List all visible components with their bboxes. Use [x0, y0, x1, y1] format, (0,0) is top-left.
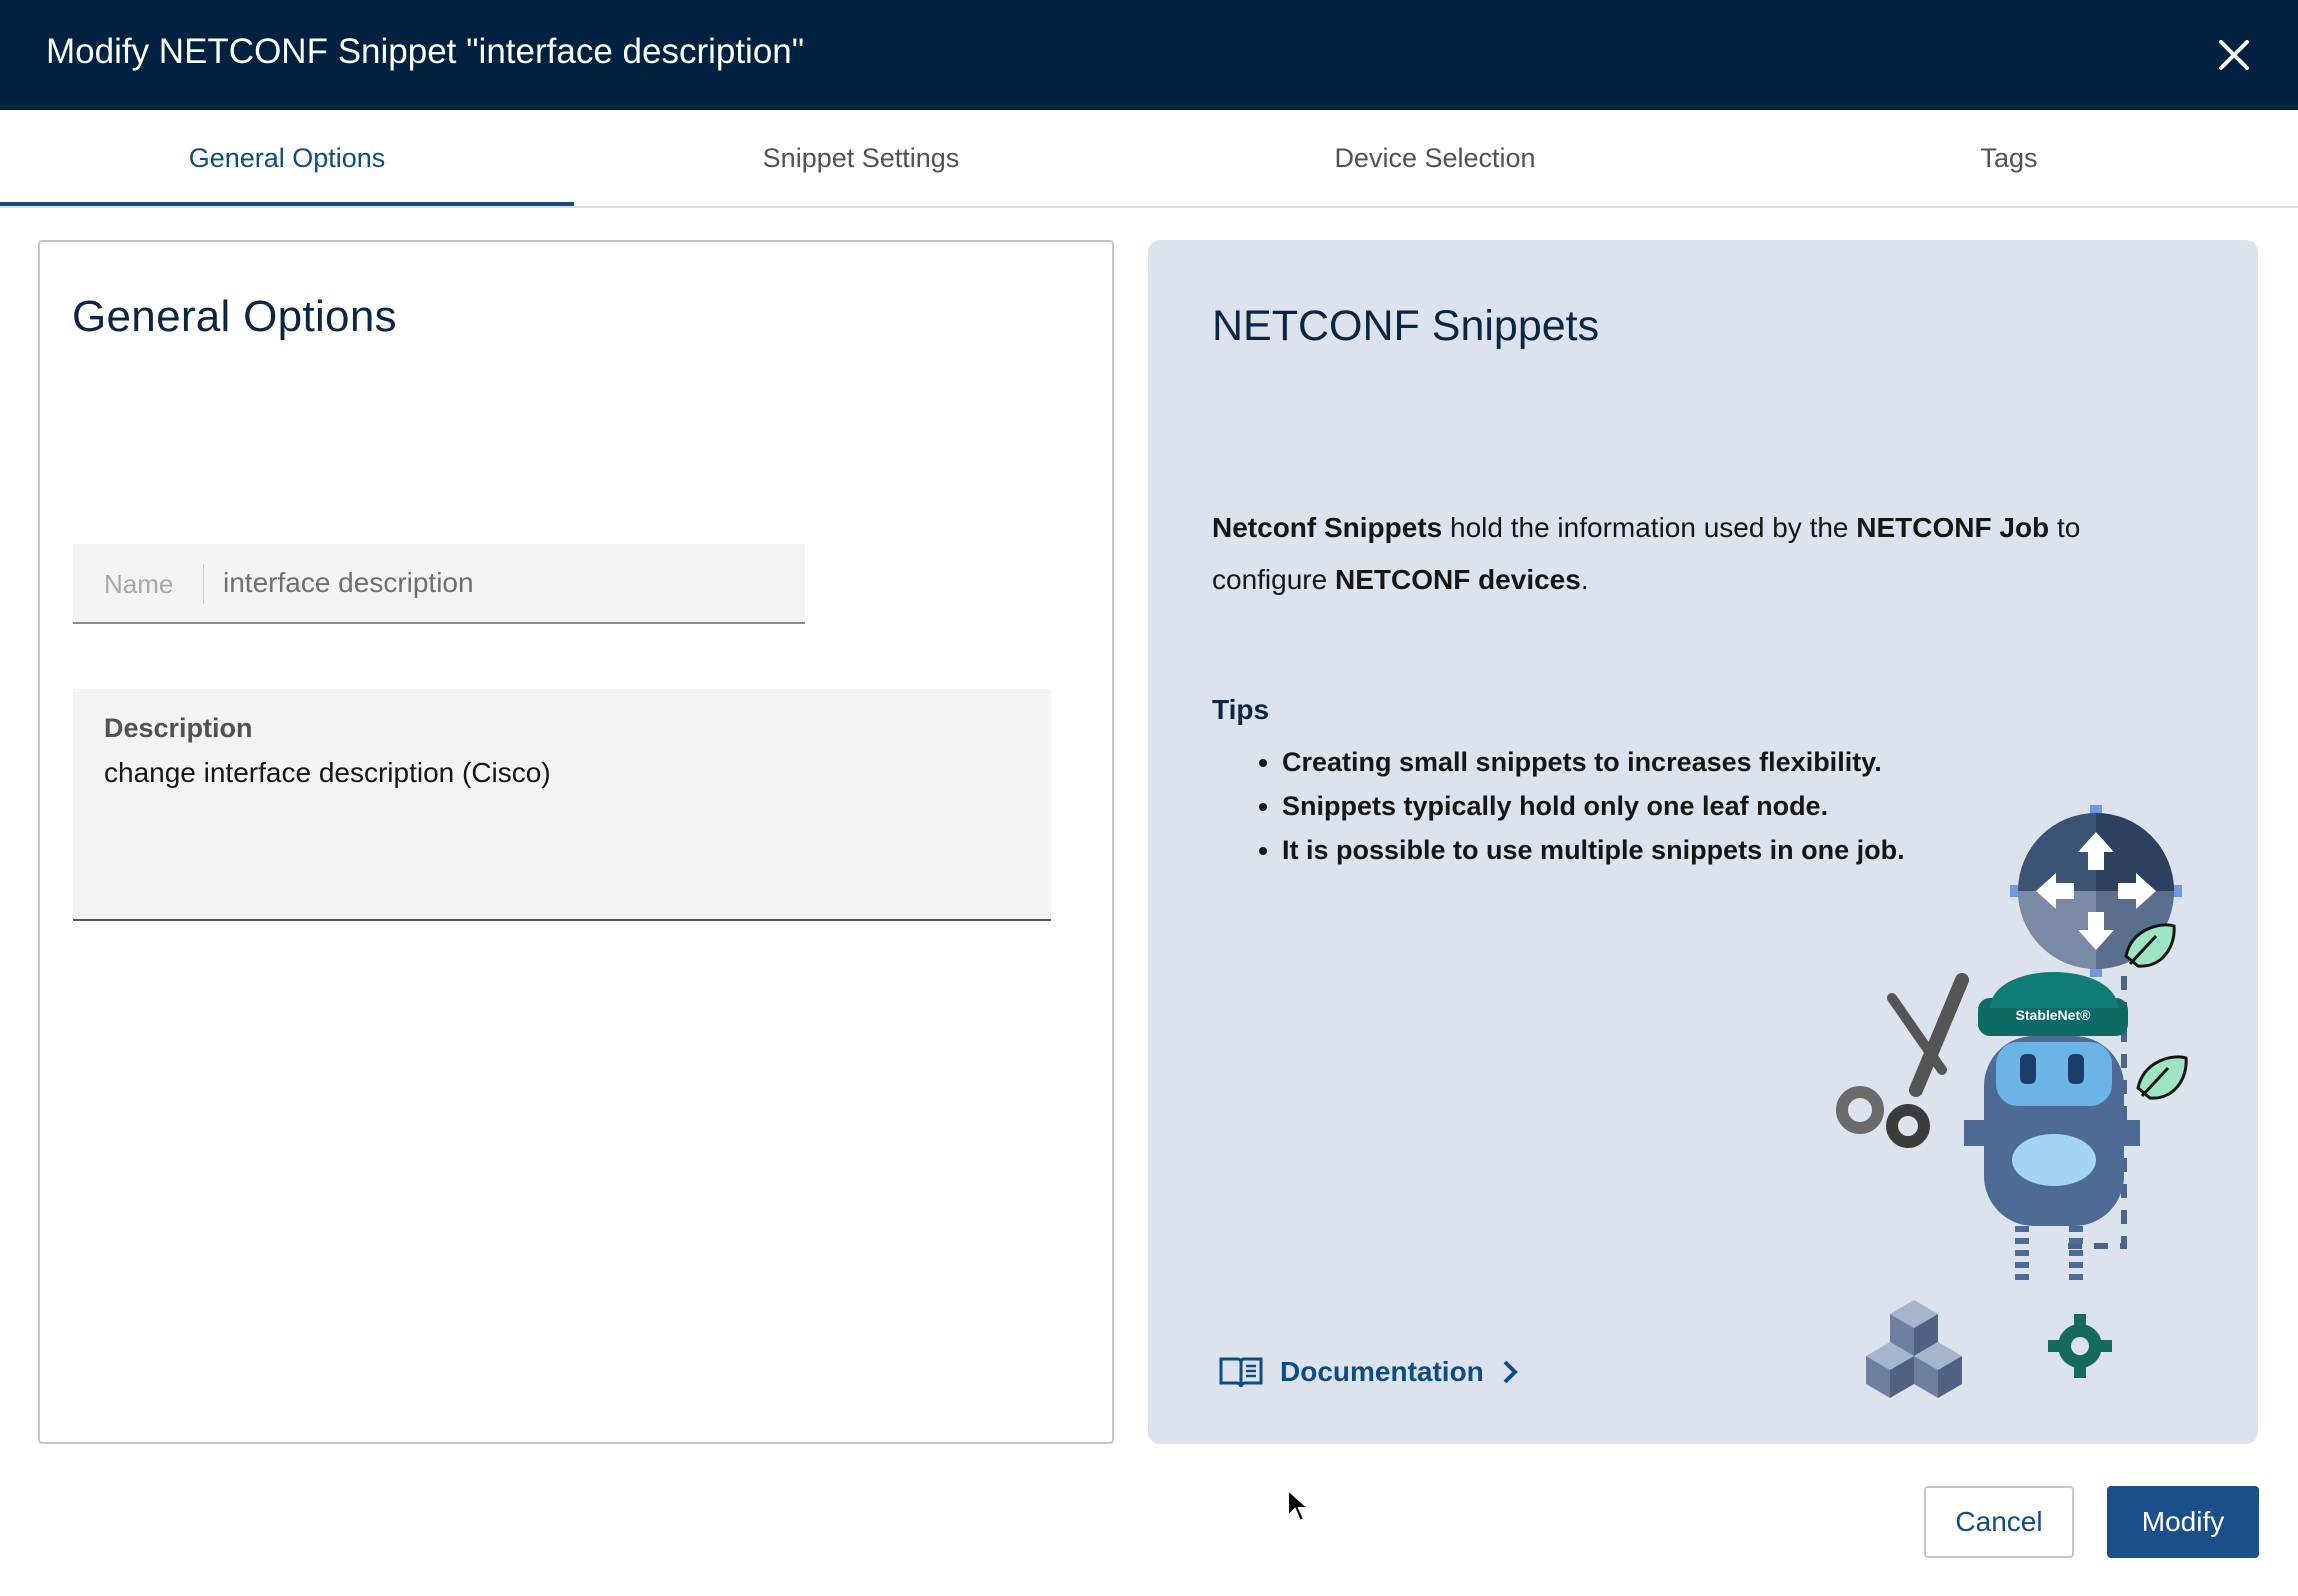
dialog-title: Modify NETCONF Snippet "interface description"	[46, 32, 805, 71]
close-icon[interactable]	[2209, 30, 2259, 80]
intro-term-snippets: Netconf Snippets	[1212, 512, 1443, 543]
tips-title: Tips	[1212, 694, 1270, 725]
general-options-panel	[38, 240, 1114, 1444]
helmet-label: StableNet®	[2015, 1007, 2091, 1023]
intro-term-job: NETCONF Job	[1856, 512, 2050, 543]
modify-button[interactable]: Modify	[2107, 1486, 2259, 1558]
description-label: Description	[104, 713, 253, 743]
info-heading: NETCONF Snippets	[1212, 302, 1600, 350]
book-icon	[1218, 1355, 1264, 1389]
tab-device-selection[interactable]: Device Selection	[1334, 143, 1536, 173]
cancel-button[interactable]: Cancel	[1924, 1486, 2074, 1558]
intro-text-3: .	[1580, 564, 1589, 595]
general-options-heading: General Options	[72, 292, 397, 341]
tip-item: • Snippets typically hold only one leaf node.	[1282, 784, 1905, 828]
chevron-right-icon	[1500, 1358, 1520, 1386]
dialog-titlebar	[0, 0, 2298, 110]
info-intro	[1212, 502, 2112, 606]
tab-tags[interactable]: Tags	[1980, 143, 2038, 173]
tip-item: • It is possible to use multiple snippets in one job.	[1282, 828, 1905, 872]
name-separator	[203, 564, 204, 604]
intro-text-1: hold the information used by the	[1442, 512, 1857, 543]
intro-term-devices: NETCONF devices	[1334, 564, 1581, 595]
info-panel	[1148, 240, 2258, 1444]
intro-text-2: to configure	[1212, 512, 2081, 595]
robot-mascot-illustration	[1796, 760, 2298, 1440]
tab-general-options[interactable]: General Options	[0, 110, 574, 206]
tab-snippet-settings[interactable]: Snippet Settings	[762, 143, 960, 173]
description-textarea[interactable]	[104, 755, 1024, 895]
name-field	[73, 544, 805, 624]
name-input[interactable]	[223, 544, 783, 622]
documentation-link-label: Documentation	[1280, 1356, 1484, 1387]
mouse-cursor-icon	[1286, 1488, 1310, 1524]
tab-bar	[0, 110, 2298, 208]
description-field	[73, 689, 1051, 921]
documentation-link[interactable]	[1218, 1350, 1520, 1394]
name-label: Name	[104, 569, 174, 599]
tip-item: • Creating small snippets to increases flexibility.	[1282, 740, 1905, 784]
